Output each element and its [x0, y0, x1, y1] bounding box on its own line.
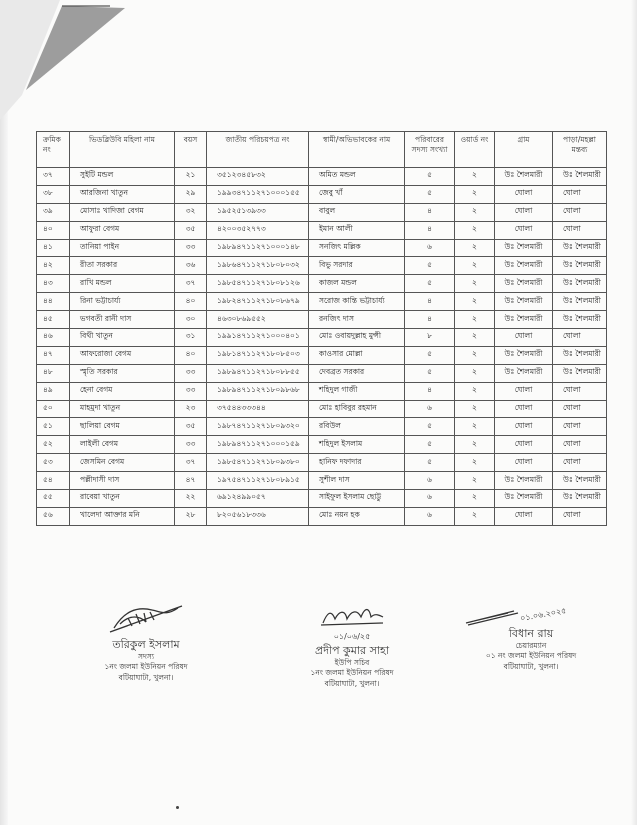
cell-serial: ৫৪ [37, 472, 70, 490]
cell-serial: ৫১ [37, 418, 70, 436]
cell-family-size: ৫ [405, 454, 455, 472]
cell-family-size: ৪ [405, 203, 455, 221]
cell-nid: ১৯৮৯৪৭১১২৭১০০০১৪৮ [207, 239, 309, 257]
cell-para: উঃ শৈলমারী [553, 275, 607, 293]
cell-para: উঃ শৈলমারী [553, 364, 607, 382]
signatory-title: সদস্য [137, 652, 155, 662]
table-row [37, 239, 607, 257]
cell-para: ঘোলা [553, 382, 607, 400]
cell-ward: ২ [455, 364, 495, 382]
cell-village: উঃ শৈলমারী [495, 275, 553, 293]
header-para: পাড়া/মহল্লা মন্তব্য [553, 132, 607, 168]
cell-guardian: মোঃ নয়ন হক [309, 507, 405, 525]
table-row [37, 400, 607, 418]
cell-nid: ১৯৮৯৪৭১১২৭১৮০৮৮৫৫ [207, 364, 309, 382]
cell-village: উঃ শৈলমারী [495, 293, 553, 311]
cell-village: উঃ শৈলমারী [495, 346, 553, 364]
cell-village: ঘোলা [495, 400, 553, 418]
cell-age: ৩৩ [175, 436, 207, 454]
table-row [37, 346, 607, 364]
header-village: গ্রাম [495, 132, 553, 168]
cell-para: উঃ শৈলমারী [553, 293, 607, 311]
cell-age: ৩১ [175, 329, 207, 347]
cell-serial: ৪৮ [37, 364, 70, 382]
cell-age: ৩৬ [175, 257, 207, 275]
cell-ward: ২ [455, 239, 495, 257]
cell-age: ৩০ [175, 311, 207, 329]
table-row [37, 507, 607, 525]
cell-serial: ৪১ [37, 239, 70, 257]
table-row [37, 221, 607, 239]
cell-ward: ২ [455, 346, 495, 364]
cell-guardian: মোঃ হাবিবুর রহমান [309, 400, 405, 418]
table-body [37, 168, 607, 526]
cell-nid: ৪২০০৩৫২৭৭৩ [207, 221, 309, 239]
cell-nid: ১৯৮৫৪৭১১২৭১৮০৮১২৬ [207, 275, 309, 293]
cell-age: ২৩ [175, 400, 207, 418]
cell-para: ঘোলা [553, 436, 607, 454]
cell-name: মাহমুদা খাতুন [70, 400, 175, 418]
signature-date: ০১/০৬/২৫ [333, 632, 371, 641]
cell-village: উঃ শৈলমারী [495, 239, 553, 257]
cell-name: রিনা ভট্টাচার্য্য [70, 293, 175, 311]
signatory-title: ইউপি সচিব [334, 658, 370, 668]
cell-age: ২২ [175, 490, 207, 508]
cell-serial: ৪৩ [37, 275, 70, 293]
cell-serial: ৫৬ [37, 507, 70, 525]
signature-date: ০১.০৬.২০২৫ [519, 606, 567, 624]
signatory-address: বটিয়াঘাটা, খুলনা। [324, 678, 380, 688]
cell-para: ঘোলা [553, 400, 607, 418]
cell-village: উঃ শৈলমারী [495, 168, 553, 186]
cell-name: লাইলী বেগম [70, 436, 175, 454]
signatory-name: প্রদীপ কুমার সাহা [314, 644, 390, 657]
cell-age: ৪০ [175, 346, 207, 364]
cell-village: উঃ শৈলমারী [495, 311, 553, 329]
header-serial: ক্রমিক নং [37, 132, 70, 168]
cell-age: ৪০ [175, 293, 207, 311]
cell-serial: ৫৫ [37, 490, 70, 508]
cell-nid: ৮২০৫৬১৮৩৩৬ [207, 507, 309, 525]
table-row [37, 293, 607, 311]
cell-village: উঃ শৈলমারী [495, 257, 553, 275]
cell-family-size: ৫ [405, 346, 455, 364]
cell-family-size: ৫ [405, 275, 455, 293]
cell-nid: ৬৯১২৪৯৯০৫৭ [207, 490, 309, 508]
cell-village: ঘোলা [495, 454, 553, 472]
cell-guardian: শহিদুল গাজী [309, 382, 405, 400]
table-row [37, 436, 607, 454]
cell-name: আফরোজা বেগম [70, 346, 175, 364]
signatory-address: বটিয়াঘাটা, খুলনা। [503, 661, 559, 671]
cell-serial: ৩৭ [37, 168, 70, 186]
cell-age: ৩৩ [175, 239, 207, 257]
cell-para: ঘোলা [553, 418, 607, 436]
cell-para: উঃ শৈলমারী [553, 239, 607, 257]
cell-guardian: জেবু খাঁ [309, 185, 405, 203]
table-row [37, 418, 607, 436]
signature-block-chairman [446, 605, 616, 672]
cell-guardian: হানিফ দফাদার [309, 454, 405, 472]
cell-age: ৩৫ [175, 418, 207, 436]
signatory-office: ১নং জলমা ইউনিয়ন পরিষদ [310, 668, 394, 678]
signatory-title: চেয়ারম্যান [515, 641, 547, 651]
cell-village: ঘোলা [495, 329, 553, 347]
cell-ward: ২ [455, 400, 495, 418]
cell-para: ঘোলা [553, 454, 607, 472]
cell-nid: ১৯৯৩৪৭১১২৭১০০০১৫৫ [207, 185, 309, 203]
cell-serial: ৪৬ [37, 329, 70, 347]
cell-family-size: ৪ [405, 382, 455, 400]
cell-name: আরজিনা খাতুন [70, 185, 175, 203]
cell-family-size: ৬ [405, 507, 455, 525]
cell-village: উঃ শৈলমারী [495, 364, 553, 382]
cell-para: উঃ শৈলমারী [553, 472, 607, 490]
cell-ward: ২ [455, 203, 495, 221]
cell-ward: ২ [455, 490, 495, 508]
table-row [37, 382, 607, 400]
page-edge-right [631, 0, 637, 825]
cell-age: ৪৭ [175, 472, 207, 490]
cell-guardian: সুশীল দাস [309, 472, 405, 490]
cell-village: ঘোলা [495, 507, 553, 525]
cell-guardian: শহিদুল ইসলাম [309, 436, 405, 454]
cell-para: উঃ শৈলমারী [553, 311, 607, 329]
cell-name: পল্লীদাসী দাস [70, 472, 175, 490]
cell-para: উঃ শৈলমারী [553, 168, 607, 186]
header-nid: জাতীয় পরিচয়পত্র নং [207, 132, 309, 168]
table-row [37, 329, 607, 347]
cell-para: ঘোলা [553, 329, 607, 347]
signature-scribble [464, 607, 524, 627]
cell-guardian: ইমান আলী [309, 221, 405, 239]
cell-para: ঘোলা [553, 185, 607, 203]
cell-ward: ২ [455, 329, 495, 347]
cell-nid: ১৯৮৭৪৭১১২৭১৮০৯৩২০ [207, 418, 309, 436]
cell-ward: ২ [455, 507, 495, 525]
table-row [37, 472, 607, 490]
cell-age: ২৯ [175, 185, 207, 203]
cell-serial: ৩৮ [37, 185, 70, 203]
cell-name: রাখি মন্ডল [70, 275, 175, 293]
cell-name: খালেদা আক্তার মনি [70, 507, 175, 525]
cell-village: ঘোলা [495, 418, 553, 436]
signature-scribble [317, 605, 387, 627]
cell-name: ভগবতী রানী দাস [70, 311, 175, 329]
cell-nid: ৩৭৫৪৪৩৩৩৪৪ [207, 400, 309, 418]
cell-family-size: ৫ [405, 418, 455, 436]
cell-nid: ১৯৮৯৪৭১১২৭১৮০৯৮৬৮ [207, 382, 309, 400]
cell-family-size: ৫ [405, 257, 455, 275]
cell-nid: ১৯৯১৪৭১১২৭১০০০৪০১ [207, 329, 309, 347]
cell-serial: ৪৯ [37, 382, 70, 400]
table-row [37, 257, 607, 275]
cell-ward: ২ [455, 454, 495, 472]
cell-serial: ৪৪ [37, 293, 70, 311]
table-row [37, 275, 607, 293]
signatory-name: তরিকুল ইসলাম [112, 638, 180, 651]
table-row [37, 185, 607, 203]
header-age: বয়স [175, 132, 207, 168]
cell-name: আফুরা বেগম [70, 221, 175, 239]
signatory-name: বিধান রায় [508, 627, 554, 640]
cell-nid: ১৯৭৫৪৭১১২৭১৮০৮৯১৫ [207, 472, 309, 490]
cell-age: ৩৭ [175, 454, 207, 472]
cell-ward: ২ [455, 382, 495, 400]
cell-village: ঘোলা [495, 382, 553, 400]
table-row [37, 364, 607, 382]
scan-speck [176, 806, 179, 809]
beneficiary-table [36, 131, 607, 526]
cell-ward: ২ [455, 275, 495, 293]
cell-age: ৩৫ [175, 221, 207, 239]
cell-guardian: রবিউল [309, 418, 405, 436]
cell-age: ৩২ [175, 203, 207, 221]
cell-family-size: ৫ [405, 168, 455, 186]
cell-family-size: ৪ [405, 311, 455, 329]
cell-serial: ৪৫ [37, 311, 70, 329]
signature-block-member [56, 600, 236, 683]
cell-ward: ২ [455, 293, 495, 311]
cell-family-size: ৬ [405, 472, 455, 490]
cell-ward: ২ [455, 311, 495, 329]
cell-nid: ১৯৮৫৪৭১১২৭১৮০৯৩৮০ [207, 454, 309, 472]
cell-name: স্মৃতি সরকার [70, 364, 175, 382]
header-name: ভিডব্লিউবি মহিলা নাম [70, 132, 175, 168]
cell-name: জেসমিন বেগম [70, 454, 175, 472]
table-header-row [37, 132, 607, 168]
cell-serial: ৪০ [37, 221, 70, 239]
cell-guardian: সাইফুল ইসলাম ছোট্টু [309, 490, 405, 508]
table-row [37, 203, 607, 221]
cell-village: উঃ শৈলমারী [495, 472, 553, 490]
cell-guardian: সনজিৎ মল্লিক [309, 239, 405, 257]
cell-nid: ১৯৫২৫১৩৯৩৩ [207, 203, 309, 221]
cell-guardian: কাজল মন্ডল [309, 275, 405, 293]
cell-name: রীতা সরকার [70, 257, 175, 275]
cell-nid: ১৯৮১৪৭১১২৭১৮০৮৫০৩ [207, 346, 309, 364]
cell-family-size: ৫ [405, 364, 455, 382]
cell-serial: ৩৯ [37, 203, 70, 221]
cell-serial: ৪৭ [37, 346, 70, 364]
cell-guardian: অমিত মন্ডল [309, 168, 405, 186]
cell-serial: ৫২ [37, 436, 70, 454]
cell-age: ২৮ [175, 507, 207, 525]
cell-para: উঃ শৈলমারী [553, 257, 607, 275]
cell-family-size: ৬ [405, 239, 455, 257]
signatory-office: ১নং জলমা ইউনিয়ন পরিষদ [104, 662, 188, 672]
signature-block-secretary [262, 605, 442, 689]
cell-guardian: দেবব্রত সরকার [309, 364, 405, 382]
cell-village: ঘোলা [495, 436, 553, 454]
table-row [37, 490, 607, 508]
cell-family-size: ৮ [405, 329, 455, 347]
cell-serial: ৪২ [37, 257, 70, 275]
cell-name: মোসাঃ খাদিজা বেগম [70, 203, 175, 221]
cell-ward: ২ [455, 221, 495, 239]
cell-serial: ৫০ [37, 400, 70, 418]
cell-age: ২১ [175, 168, 207, 186]
cell-para: উঃ শৈলমারী [553, 346, 607, 364]
page-edge-left [0, 0, 8, 825]
cell-guardian: বাবুল [309, 203, 405, 221]
cell-para: উঃ শৈলমারী [553, 490, 607, 508]
cell-age: ৩৩ [175, 382, 207, 400]
signatory-address: বটিয়াঘাটা, খুলনা। [118, 672, 174, 682]
cell-ward: ২ [455, 168, 495, 186]
cell-guardian: রনজিৎ দাস [309, 311, 405, 329]
cell-name: হেনা বেগম [70, 382, 175, 400]
cell-ward: ২ [455, 472, 495, 490]
cell-guardian: মোঃ ওবায়দুল্লাহ মুন্সী [309, 329, 405, 347]
cell-family-size: ৪ [405, 221, 455, 239]
cell-ward: ২ [455, 257, 495, 275]
cell-age: ৩৩ [175, 364, 207, 382]
cell-para: ঘোলা [553, 203, 607, 221]
cell-nid: ১৯৮২৪৭১১২৭১৮০৮৬৭৯ [207, 293, 309, 311]
cell-para: ঘোলা [553, 507, 607, 525]
cell-nid: ১৯৮৯৪৭১১২৭১০০০১৫৯ [207, 436, 309, 454]
cell-name: ছালিয়া বেগম [70, 418, 175, 436]
cell-age: ৩৭ [175, 275, 207, 293]
folded-page-corner [0, 0, 130, 120]
cell-guardian: সরোজ কান্তি ভট্টাচার্য্য [309, 293, 405, 311]
cell-nid: ৪৬৩০৮৬৯৫৫২ [207, 311, 309, 329]
cell-ward: ২ [455, 418, 495, 436]
header-family-size: পরিবারের সদস্য সংখ্যা [405, 132, 455, 168]
cell-name: সুইটি মন্ডল [70, 168, 175, 186]
cell-village: ঘোলা [495, 203, 553, 221]
cell-serial: ৫৩ [37, 454, 70, 472]
header-ward: ওয়ার্ড নং [455, 132, 495, 168]
cell-name: বিথী খাতুন [70, 329, 175, 347]
cell-ward: ২ [455, 436, 495, 454]
cell-village: ঘোলা [495, 221, 553, 239]
cell-family-size: ৪ [405, 293, 455, 311]
cell-village: উঃ শৈলমারী [495, 490, 553, 508]
table-row [37, 454, 607, 472]
signatory-office: ০১ নং জলমা ইউনিয়ন পরিষদ [485, 651, 577, 661]
cell-village: ঘোলা [495, 185, 553, 203]
cell-ward: ২ [455, 185, 495, 203]
cell-guardian: কাওসার মোল্লা [309, 346, 405, 364]
cell-nid: ১৯৮৬৪৭১১২৭১৮০৮০৩২ [207, 257, 309, 275]
cell-guardian: বিভু সরদার [309, 257, 405, 275]
table-row [37, 311, 607, 329]
cell-family-size: ৬ [405, 400, 455, 418]
cell-family-size: ৫ [405, 436, 455, 454]
cell-family-size: ৫ [405, 185, 455, 203]
header-guardian: স্বামী/অভিভাবকের নাম [309, 132, 405, 168]
cell-name: রাবেয়া খাতুন [70, 490, 175, 508]
signature-scribble [106, 600, 186, 634]
cell-para: ঘোলা [553, 221, 607, 239]
table-row [37, 168, 607, 186]
cell-name: তানিয়া পাইন [70, 239, 175, 257]
cell-family-size: ৬ [405, 490, 455, 508]
cell-nid: ৩৫১২৩৪৫৮৩২ [207, 168, 309, 186]
